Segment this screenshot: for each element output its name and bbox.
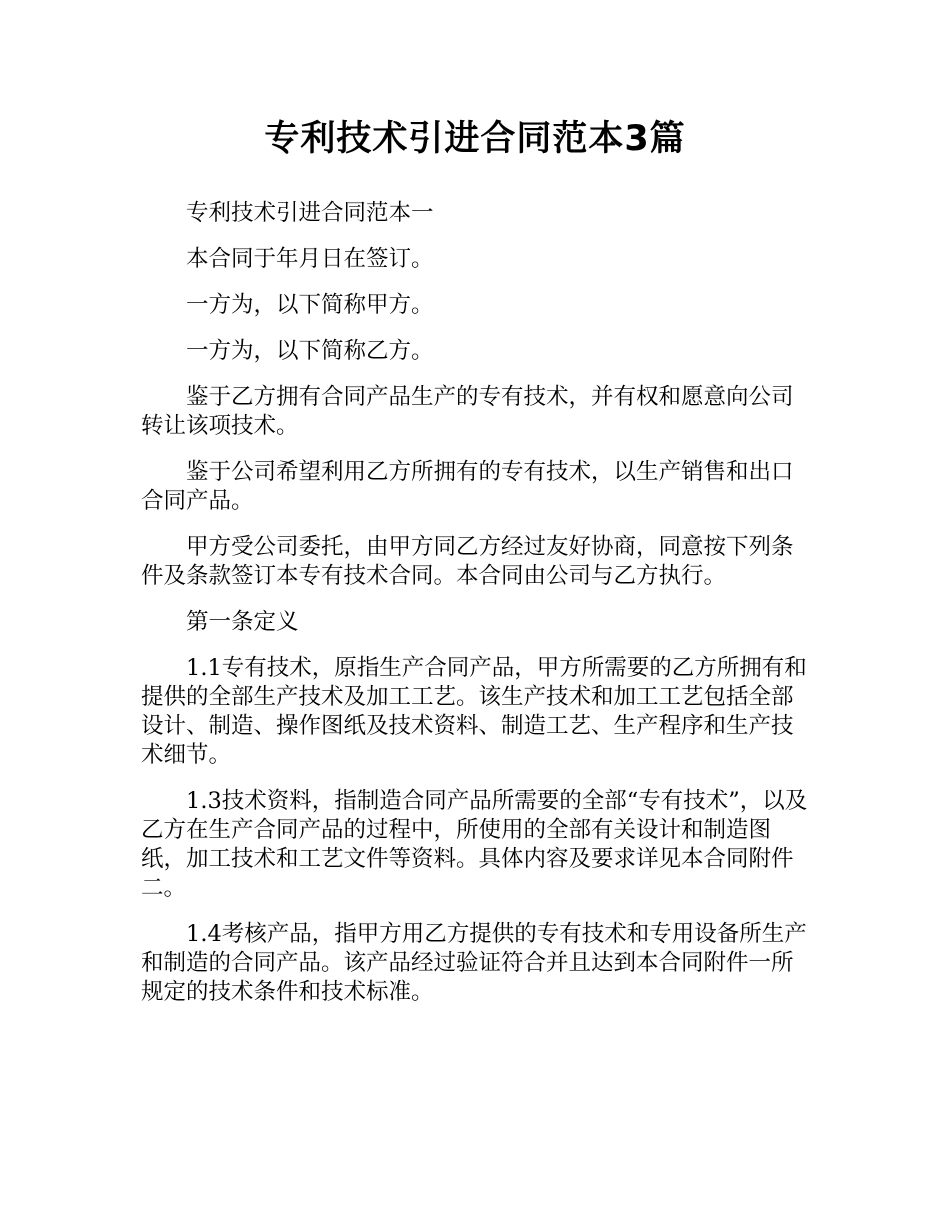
paragraph: 甲方受公司委托，由甲方同乙方经过友好协商，同意按下列条件及条款签订本专有技术合同。本合同由公司与乙方执行。	[141, 534, 794, 589]
document-title: 专利技术引进合同范本3篇	[264, 119, 686, 159]
paragraph: 鉴于乙方拥有合同产品生产的专有技术，并有权和愿意向公司转让该项技术。	[141, 384, 794, 439]
paragraph: 一方为，以下简称甲方。	[186, 292, 434, 318]
paragraph: 1.4考核产品，指甲方用乙方提供的专有技术和专用设备所生产和制造的合同产品。该产品经过验证符合并且达到本合同附件一所规定的技术条件和技术标准。	[141, 921, 807, 1005]
paragraph: 1.1专有技术，原指生产合同产品，甲方所需要的乙方所拥有和提供的全部生产技术及加工工艺。该生产技术和加工工艺包括全部设计、制造、操作图纸及技术资料、制造工艺、生产程序和生产技术细节。	[141, 655, 807, 768]
section-heading: 第一条定义	[186, 609, 299, 635]
paragraph: 本合同于年月日在签订。	[186, 246, 434, 272]
paragraph: 一方为，以下简称乙方。	[186, 338, 434, 364]
paragraph: 1.3技术资料，指制造合同产品所需要的全部“专有技术”，以及乙方在生产合同产品的过程中，所使用的全部有关设计和制造图纸，加工技术和工艺文件等资料。具体内容及要求详见本合同附件二。	[141, 788, 808, 901]
paragraph-heading: 专利技术引进合同范本一	[186, 200, 434, 226]
paragraph: 鉴于公司希望利用乙方所拥有的专有技术，以生产销售和出口合同产品。	[141, 459, 794, 514]
document-body	[141, 199, 813, 1024]
